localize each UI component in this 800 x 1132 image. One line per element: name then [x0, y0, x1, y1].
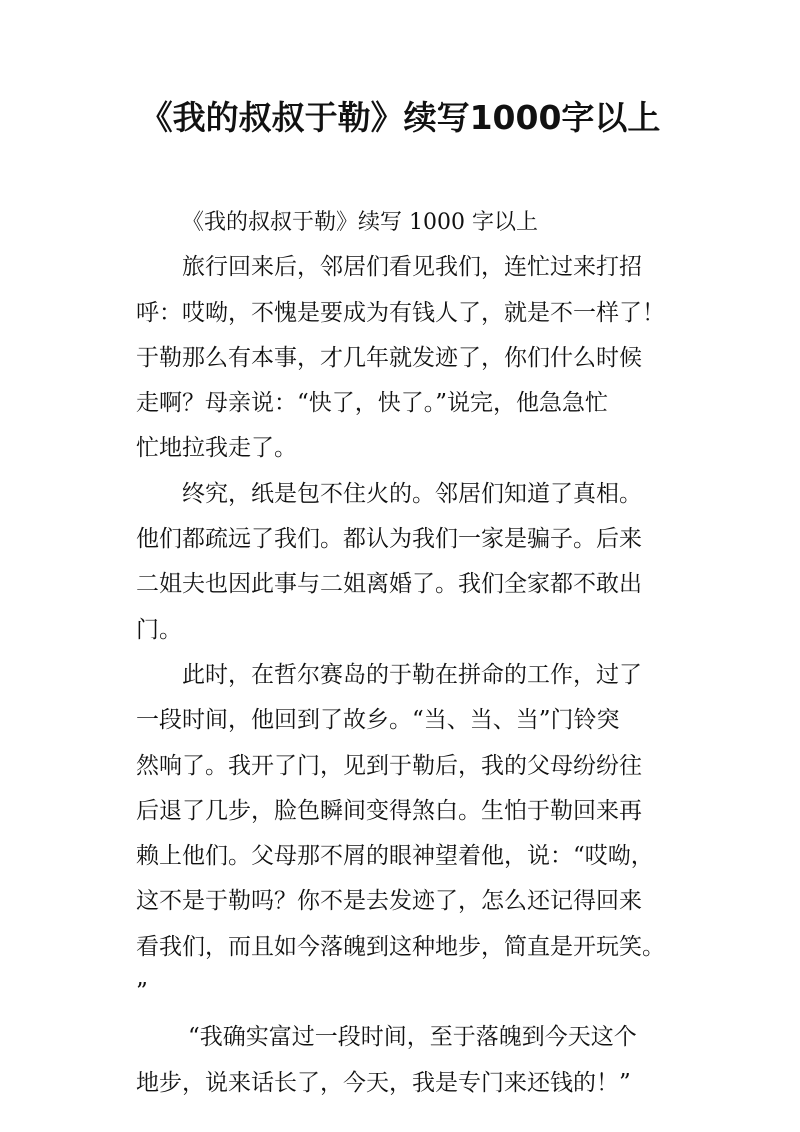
paragraph-line: “我确实富过一段时间，至于落魄到今天这个 [188, 1024, 637, 1051]
paragraph-line: 这不是于勒吗？你不是去发迹了，怎么还记得回来 [136, 888, 642, 915]
paragraph-line: 一段时间，他回到了故乡。“当、当、当”门铃突 [136, 707, 620, 734]
paragraph-line: 他们都疏远了我们。都认为我们一家是骗子。后来 [136, 526, 642, 553]
paragraph-line: 呼：哎呦，不愧是要成为有钱人了，就是不一样了！ [136, 299, 665, 326]
paragraph-line: ” [136, 979, 148, 1006]
paragraph-line: 此时，在哲尔赛岛的于勒在拼命的工作，过了 [182, 661, 642, 688]
paragraph-line: 忙地拉我走了。 [136, 435, 297, 462]
paragraph-line: 旅行回来后，邻居们看见我们，连忙过来打招 [182, 254, 642, 281]
body-subtitle: 《我的叔叔于勒》续写 1000 字以上 [182, 210, 538, 235]
document-title: 《我的叔叔于勒》续写1000字以上 [139, 98, 661, 137]
paragraph-line: 后退了几步，脸色瞬间变得煞白。生怕于勒回来再 [136, 797, 642, 824]
document-body [136, 200, 666, 1106]
paragraph-line: 走啊？母亲说：“快了，快了。”说完，他急急忙 [136, 390, 609, 417]
paragraph-line: 然响了。我开了门，见到于勒后，我的父母纷纷往 [136, 752, 642, 779]
paragraph-line: 于勒那么有本事，才几年就发迹了，你们什么时候 [136, 344, 642, 371]
paragraph-line: 门。 [136, 616, 182, 643]
paragraph-line: 终究，纸是包不住火的。邻居们知道了真相。 [182, 480, 642, 507]
paragraph-line: 赖上他们。父母那不屑的眼神望着他，说：“哎呦， [136, 843, 654, 870]
paragraph-line: 地步，说来话长了，今天，我是专门来还钱的！” [136, 1069, 631, 1096]
paragraph-line: 二姐夫也因此事与二姐离婚了。我们全家都不敢出 [136, 571, 642, 598]
paragraph-line: 看我们，而且如今落魄到这种地步，简直是开玩笑。 [136, 933, 665, 960]
